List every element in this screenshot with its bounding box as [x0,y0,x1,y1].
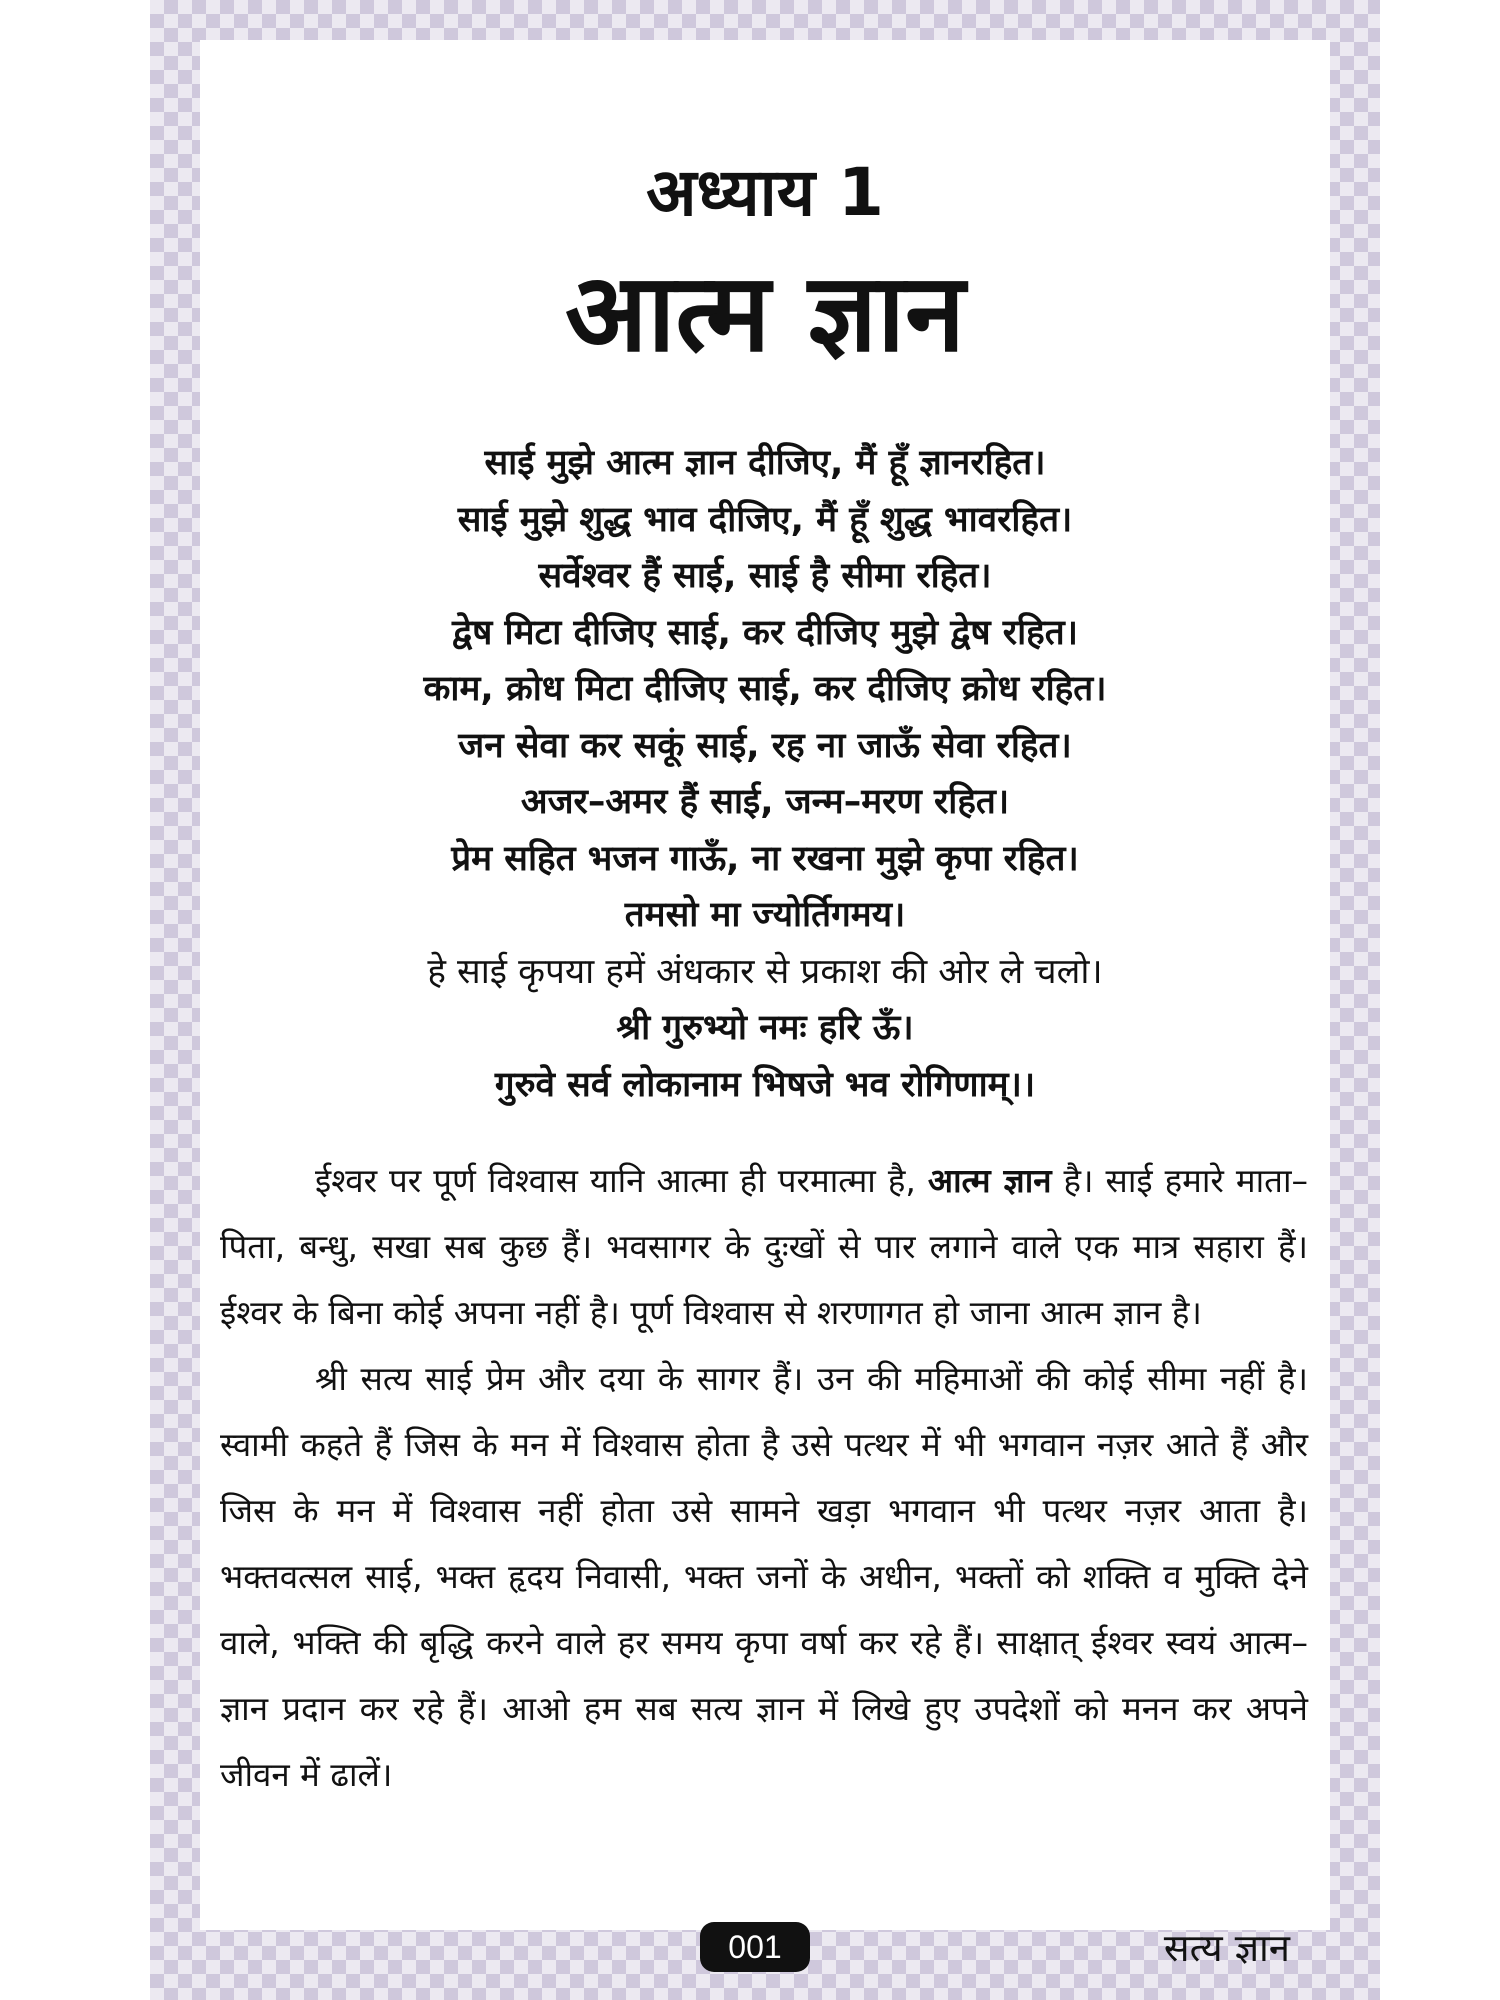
paragraph-1-emphasis: आत्म ज्ञान [927,1161,1052,1200]
paragraph-1-rest: है। साई हमारे माता–पिता, बन्धु, सखा सब कुछ हैं। भवसागर के दुःखों से पार लगाने वाले एक मात्र सहारा हैं। ईश्वर के बिना कोई अपना नहीं है। पूर्ण विश्वास से शरणागत हो जाना आत्म ज्ञान है। [220,1161,1308,1332]
page-number-badge: 001 [700,1922,810,1972]
verse-line: काम, क्रोध मिटा दीजिए साई, कर दीजिए क्रोध रहित। [423,669,1107,709]
footer-book-title: सत्य ज्ञान [1163,1926,1290,1970]
verse-line: साई मुझे शुद्ध भाव दीजिए, मैं हूँ शुद्ध भावरहित। [457,499,1073,540]
paragraph-2: श्री सत्य साई प्रेम और दया के सागर हैं। उन की महिमाओं की कोई सीमा नहीं है। स्वामी कहते हैं जिस के मन में विश्वास होता है उसे पत्थर में भी भगवान नज़र आते हैं और जिस के मन में विश्वास नहीं होता उसे सामने खड़ा भगवान भी पत्थर नज़र आता है। भक्तवत्सल साई, भक्त हृदय निवासी, भक्त जनों के अधीन, भक्तों को शक्ति व मुक्ति देने वाले, भक्ति की बृद्धि करने वाले हर समय कृपा वर्षा कर रहे हैं। साक्षात् ईश्वर स्वयं आत्म–ज्ञान प्रदान कर रहे हैं। आओ हम सब सत्य ज्ञान में लिखे हुए उपदेशों को मनन कर अपने जीवन में ढालें। [220,1359,1308,1794]
verse-line: हे साई कृपया हमें अंधकार से प्रकाश की ओर ले चलो। [427,951,1103,992]
verse-line: तमसो मा ज्योर्तिगमय। [624,895,906,935]
verse-line: श्री गुरुभ्यो नमः हरि ऊँ। [616,1008,914,1048]
verse-line: साई मुझे आत्म ज्ञान दीजिए, मैं हूँ ज्ञानरहित। [484,443,1046,483]
chapter-title: आत्म ज्ञान [564,251,966,376]
paragraph-1-intro: ईश्वर पर पूर्ण विश्वास यानि आत्मा ही परमात्मा है, [315,1161,928,1200]
verse-block [200,435,1330,1113]
paragraph-1 [220,1148,1308,1346]
verse-line: जन सेवा कर सकूं साई, रह ना जाऊँ सेवा रहित। [458,725,1072,766]
chapter-label: अध्याय 1 [646,154,884,231]
body-text [220,1148,1308,1808]
verse-line: द्वेष मिटा दीजिए साई, कर दीजिए मुझे द्वेष रहित। [452,612,1078,653]
verse-line: प्रेम सहित भजन गाऊँ, ना रखना मुझे कृपा रहित। [451,838,1079,879]
verse-line: सर्वेश्वर हैं साई, साई है सीमा रहित। [538,556,992,596]
verse-line: गुरुवे सर्व लोकानाम भिषजे भव रोगिणाम्।। [494,1064,1036,1105]
page-content [200,40,1330,1970]
verse-line: अजर–अमर हैं साई, जन्म–मरण रहित। [520,782,1010,822]
